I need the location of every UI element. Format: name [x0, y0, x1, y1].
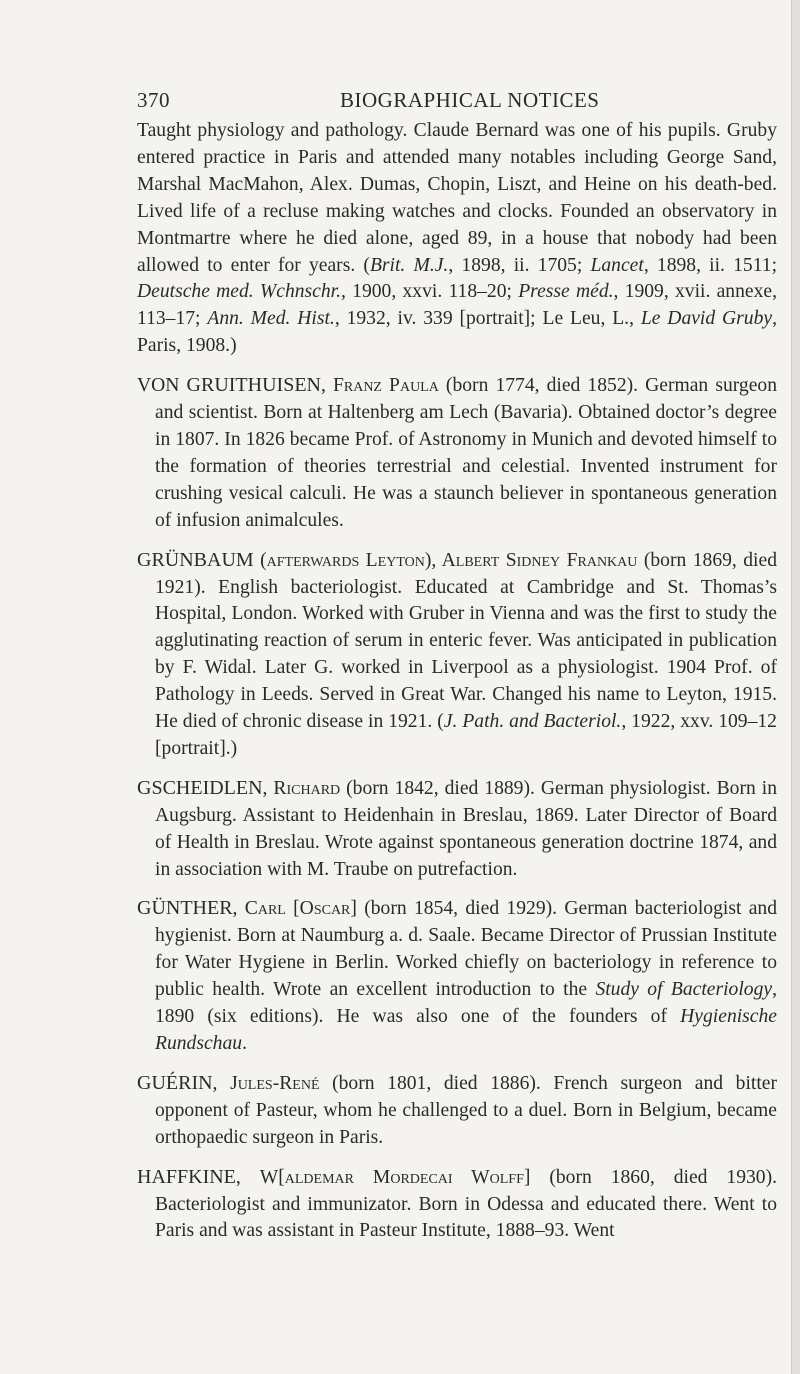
page-body [137, 118, 777, 1257]
entry-forenames: Richard [273, 777, 341, 799]
entry-surname: GRUITHUISEN [186, 374, 321, 397]
entry-body: (born 1801, died 1886). French surgeon and bitter opponent of Pasteur, whom he challenged to a duel. Born in Belgium, became orthopaedic surgeon in Paris. [155, 1072, 777, 1148]
entry-guerin: GUÉRIN, Jules-René (born 1801, died 1886). French surgeon and bitter opponent of Pasteur, whom he challenged to a duel. Born in Belgium, became orthopaedic surgeon in Paris. [137, 1071, 777, 1148]
entry-surname: GUÉRIN [137, 1071, 213, 1094]
entry-prefix: VON [137, 375, 180, 397]
entry-forenames: Jules-René [230, 1072, 320, 1094]
entry-gruithuisen: VON GRUITHUISEN, Franz Paula (born 1774, died 1852). German surgeon and scientist. Born at Haltenberg am Lech (Bavaria). Obtained doctor’s degree in 1807. In 1826 became Prof. of Astronomy in Munich and devoted himself to the formation of theories terrestrial and celestial. Invented instrument for crushing vesical calculi. He was a staunch believer in spontaneous generation of infusion animalcules. [137, 374, 777, 531]
entry-gscheidlen: GSCHEIDLEN, Richard (born 1842, died 1889). German physiologist. Born in Augsburg. Assistant to Heidenhain in Breslau, 1869. Later Director of Board of Health in Breslau. Wrote against spontaneous generation doctrine 1874, and in association with M. Traube on putrefaction. [137, 776, 777, 880]
entry-forenames: W[aldemar Mordecai Wolff] [259, 1166, 531, 1188]
entry-forenames: (afterwards Leyton), Albert Sidney Frankau [260, 549, 638, 571]
entry-body: (born 1842, died 1889). German physiologist. Born in Augsburg. Assistant to Heidenhain in Breslau, 1869. Later Director of Board of Health in Breslau. Wrote against spontaneous generation doctrine 1874, and in association with M. Traube on putrefaction. [155, 777, 777, 880]
entry-surname: GÜNTHER [137, 897, 233, 920]
entry-gruby-continued: Taught physiology and pathology. Claude Bernard was one of his pupils. Gruby entered practice in Paris and attended many notables including George Sand, Marshal MacMahon, Alex. Dumas, Chopin, Liszt, and Heine on his death-bed. Lived life of a recluse making watches and clocks. Founded an observatory in Montmartre where he died alone, aged 89, in a house that nobody had been allowed to enter for years. (Brit. M.J., 1898, ii. 1705; Lancet, 1898, ii. 1511; Deutsche med. Wchnschr., 1900, xxvi. 118–20; Presse méd., 1909, xvii. annexe, 113–17; Ann. Med. Hist., 1932, iv. 339 [portrait]; Le Leu, L., Le David Gruby, Paris, 1908.) [137, 120, 778, 357]
entry-surname: HAFFKINE [137, 1165, 236, 1188]
entry-grunbaum: GRÜNBAUM (afterwards Leyton), Albert Sidney Frankau (born 1869, died 1921). English bacteriologist. Educated at Cambridge and St. Thomas’s Hospital, London. Worked with Gruber in Vienna and was the first to study the agglutinating reaction of serum in enteric fever. Was anticipated in publication by F. Widal. Later G. worked in Liverpool as a physiologist. 1904 Prof. of Pathology in Leeds. Served in Great War. Changed his name to Leyton, 1915. He died of chronic disease in 1921. (J. Path. and Bacteriol., 1922, xxv. 109–12 [portrait].) [137, 548, 777, 759]
running-title: BIOGRAPHICAL NOTICES [340, 88, 600, 112]
entry-forenames: Carl [Oscar] [244, 898, 357, 920]
entry-body: (born 1774, died 1852). German surgeon and scientist. Born at Haltenberg am Lech (Bavaria). Obtained doctor’s degree in 1807. In 1826 became Prof. of Astronomy in Munich and devoted himself to the formation of theories terrestrial and celestial. Invented instrument for crushing vesical calculi. He was a staunch believer in spontaneous generation of infusion animalcules. [155, 375, 777, 531]
entry-haffkine: HAFFKINE, W[aldemar Mordecai Wolff] (born 1860, died 1930). Bacteriologist and immunizator. Born in Odessa and educated there. Went to Paris and was assistant in Pasteur Institute, 1888–93. Went [137, 1165, 778, 1242]
entry-body: (born 1860, died 1930). Bacteriologist and immunizator. Born in Odessa and educated there. Went to Paris and was assistant in Pasteur Institute, 1888–93. Went [155, 1166, 778, 1242]
entry-forenames: Franz Paula [332, 375, 439, 397]
entry-gunther: GÜNTHER, Carl [Oscar] (born 1854, died 1929). German bacteriologist and hygienist. Born at Naumburg a. d. Saale. Became Director of Prussian Institute for Water Hygiene in Berlin. Worked chiefly on bacteriology in reference to public health. Wrote an excellent introduction to the Study of Bacteriology, 1890 (six editions). He was also one of the founders of Hygienische Rundschau. [137, 897, 778, 1054]
page-edge [791, 0, 800, 1374]
entry-surname: GRÜNBAUM [137, 548, 254, 571]
page-number: 370 [137, 88, 170, 112]
entry-surname: GSCHEIDLEN [137, 776, 263, 799]
